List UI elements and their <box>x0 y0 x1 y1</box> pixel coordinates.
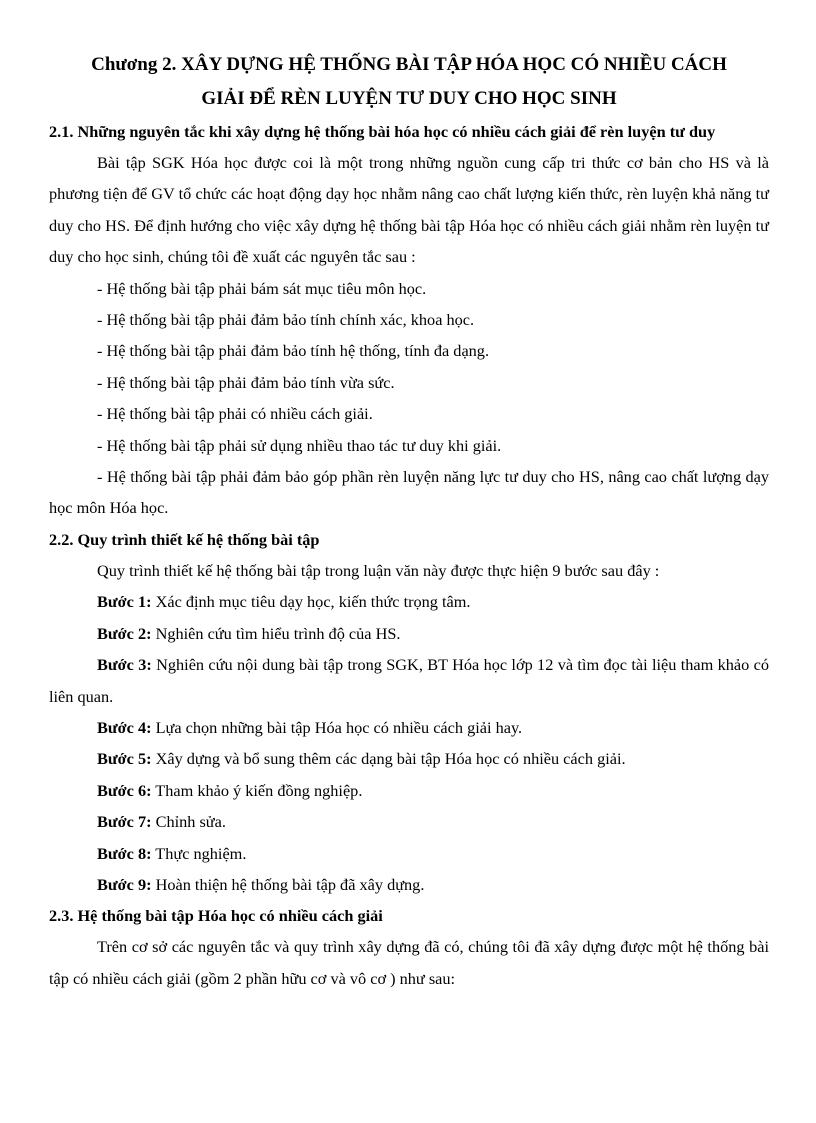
step-label: Bước 3: <box>97 655 152 675</box>
principle-item: - Hệ thống bài tập phải đảm bảo tính hệ thống, tính đa dạng. <box>97 341 490 361</box>
step-text: Nghiên cứu nội dung bài tập trong SGK, BT Hóa học lớp 12 và tìm đọc tài liệu tham khảo có liên quan. <box>49 655 769 706</box>
step-label: Bước 4: <box>97 717 152 737</box>
step-text: Thực nghiệm. <box>151 843 247 863</box>
principle-item: - Hệ thống bài tập phải có nhiều cách giải. <box>97 404 373 424</box>
section-heading-2-1: 2.1. Những nguyên tắc khi xây dựng hệ thống bài hóa học có nhiều cách giải để rèn luyện tư duy <box>49 122 716 141</box>
step-item <box>49 743 769 774</box>
principle-item: - Hệ thống bài tập phải đảm bảo tính chính xác, khoa học. <box>97 310 475 330</box>
step-item <box>49 838 769 869</box>
step-item <box>49 869 769 900</box>
document-page <box>49 48 769 994</box>
principle-item: - Hệ thống bài tập phải sử dụng nhiều thao tác tư duy khi giải. <box>97 435 502 455</box>
step-text: Tham khảo ý kiến đồng nghiệp. <box>151 780 363 800</box>
chapter-title <box>49 48 769 116</box>
step-text: Lựa chọn những bài tập Hóa học có nhiều cách giải hay. <box>151 717 523 737</box>
section-2-2-intro: Quy trình thiết kế hệ thống bài tập trong luận văn này được thực hiện 9 bước sau đây : <box>97 560 660 580</box>
step-item <box>49 618 769 649</box>
step-label: Bước 1: <box>97 592 152 612</box>
step-item <box>49 775 769 806</box>
chapter-title-line1: Chương 2. XÂY DỰNG HỆ THỐNG BÀI TẬP HÓA HỌC CÓ NHIỀU CÁCH <box>91 54 727 75</box>
principle-item: - Hệ thống bài tập phải bám sát mục tiêu môn học. <box>97 278 427 298</box>
principle-item: - Hệ thống bài tập phải đảm bảo tính vừa sức. <box>97 372 395 392</box>
step-item <box>49 712 769 743</box>
step-label: Bước 5: <box>97 749 152 769</box>
step-text: Nghiên cứu tìm hiểu trình độ của HS. <box>151 623 401 643</box>
step-text: Xây dựng và bổ sung thêm các dạng bài tập Hóa học có nhiều cách giải. <box>151 749 626 769</box>
step-label: Bước 2: <box>97 623 152 643</box>
step-item <box>49 806 769 837</box>
step-item <box>49 649 769 712</box>
step-label: Bước 7: <box>97 812 152 832</box>
step-text: Hoàn thiện hệ thống bài tập đã xây dựng. <box>151 874 425 894</box>
principle-item: - Hệ thống bài tập phải đảm bảo góp phần rèn luyện năng lực tư duy cho HS, nâng cao chất lượng dạy học môn Hóa học. <box>49 467 769 518</box>
section-2-3-intro: Trên cơ sở các nguyên tắc và quy trình xây dựng đã có, chúng tôi đã xây dựng được một hệ thống bài tập có nhiều cách giải (gồm 2 phần hữu cơ và vô cơ ) như sau: <box>49 937 769 988</box>
section-heading-2-3: 2.3. Hệ thống bài tập Hóa học có nhiều cách giải <box>49 906 383 926</box>
chapter-title-line2: GIẢI ĐỂ RÈN LUYỆN TƯ DUY CHO HỌC SINH <box>201 88 617 109</box>
step-label: Bước 6: <box>97 780 152 800</box>
step-text: Xác định mục tiêu dạy học, kiến thức trọng tâm. <box>151 592 471 612</box>
section-heading-2-2: 2.2. Quy trình thiết kế hệ thống bài tập <box>49 529 320 549</box>
step-text: Chỉnh sửa. <box>151 812 226 832</box>
step-label: Bước 9: <box>97 874 152 894</box>
step-label: Bước 8: <box>97 843 152 863</box>
step-item <box>49 586 769 617</box>
section-2-1-intro: Bài tập SGK Hóa học được coi là một trong những nguồn cung cấp tri thức cơ bản cho HS và là phương tiện để GV tổ chức các hoạt động dạy học nhằm nâng cao chất lượng kiến thức, rèn luyện khả năng tư duy cho HS. Để định hướng cho việc xây dựng hệ thống bài tập Hóa học có nhiều cách giải nhằm rèn luyện tư duy cho học sinh, chúng tôi đề xuất các nguyên tắc sau : <box>49 153 769 267</box>
